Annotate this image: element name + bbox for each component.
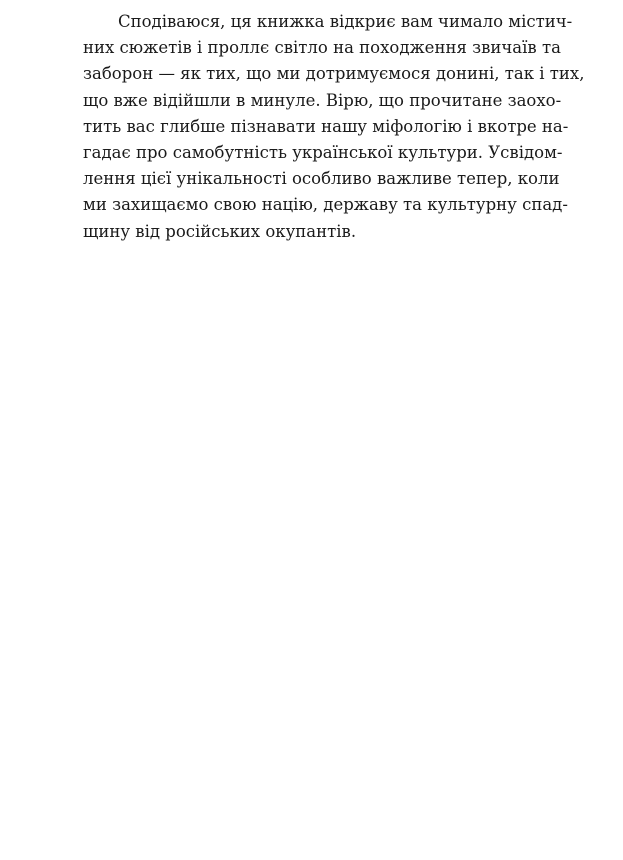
paragraph-line: щину від російських окупантів.	[83, 221, 357, 241]
paragraph-line: гадає про самобутність української культури. Усвідом-	[83, 142, 563, 162]
paragraph-line: ми захищаємо свою націю, державу та культурну спад-	[83, 195, 568, 215]
paragraph-line: заборон — як тих, що ми дотримуємося донині, так і тих,	[83, 64, 585, 84]
paragraph-line: Сподіваюся, ця книжка відкриє вам чимало містич-	[118, 12, 573, 31]
body-paragraph	[83, 9, 585, 245]
paragraph-line: них сюжетів і проллє світло на походження звичаїв та	[83, 38, 561, 58]
paragraph-line: що вже відійшли в минуле. Вірю, що прочитане заохо-	[83, 90, 562, 110]
paragraph-line: лення цієї унікальності особливо важливе тепер, коли	[83, 169, 560, 189]
paragraph-line: тить вас глибше пізнавати нашу міфологію і вкотре на-	[83, 116, 569, 136]
